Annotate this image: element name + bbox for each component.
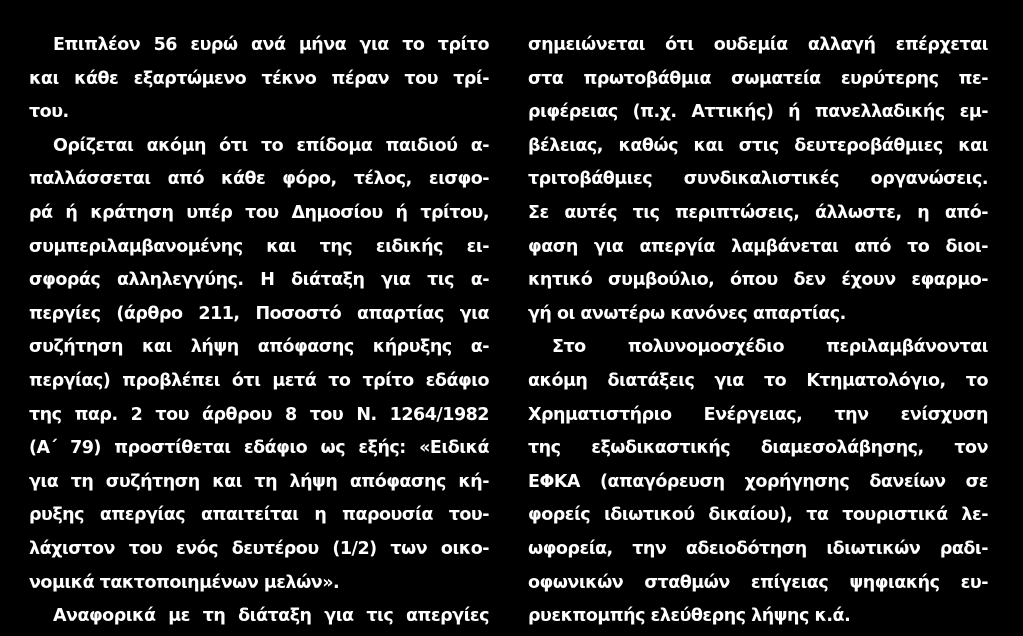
text-line: για τη συζήτηση και τη λήψη απόφασης κή-	[29, 471, 489, 492]
text-line: Στο πολυνομοσχέδιο περιλαμβάνονται	[552, 337, 988, 358]
text-line: στα πρωτοβάθμια σωματεία ευρύτερης πε-	[528, 68, 988, 89]
text-line: συζήτηση και λήψη απόφασης κήρυξης α-	[29, 337, 489, 358]
text-line: παλλάσσεται από κάθε φόρο, τέλος, εισφο-	[29, 169, 489, 190]
text-line: της παρ. 2 του άρθρου 8 του Ν. 1264/1982	[29, 404, 489, 425]
text-line: βέλειας, καθώς και στις δευτεροβάθμιες και	[528, 135, 988, 156]
text-line: οφωνικών σταθμών επίγειας ψηφιακής ευ-	[528, 572, 988, 593]
text-line: τριτοβάθμιες συνδικαλιστικές οργανώσεις.	[528, 169, 988, 190]
text-line: γή οι ανωτέρω κανόνες απαρτίας.	[528, 303, 846, 324]
text-line: Χρηματιστήριο Ενέργειας, την ενίσχυση	[528, 404, 988, 425]
text-line: ωφορεία, την αδειοδότηση ιδιωτικών ραδι-	[528, 538, 988, 559]
text-line: και κάθε εξαρτώμενο τέκνο πέραν του τρί-	[29, 68, 489, 89]
text-line: Αναφορικά με τη διάταξη για τις απεργίες	[53, 606, 489, 627]
text-line: Ορίζεται ακόμη ότι το επίδομα παιδιού α-	[53, 135, 489, 156]
text-line: ριφέρειας (π.χ. Αττικής) ή πανελλαδικής εμ-	[528, 102, 988, 123]
text-line: κητικό συμβούλιο, όπου δεν έχουν εφαρμο-	[528, 270, 988, 291]
text-line: συμπεριλαμβανομένης και της ειδικής ει-	[29, 236, 489, 257]
text-line: (Α΄ 79) προστίθεται εδάφιο ως εξής: «Ειδικά	[29, 438, 489, 459]
text-line: σφοράς αλληλεγγύης. Η διάταξη για τις α-	[29, 270, 489, 291]
text-line: ακόμη διατάξεις για το Κτηματολόγιο, το	[528, 370, 988, 391]
text-line: περγίας) προβλέπει ότι μετά το τρίτο εδάφιο	[29, 370, 489, 391]
text-line: Σε αυτές τις περιπτώσεις, άλλωστε, η από-	[528, 202, 988, 223]
text-line: του.	[29, 102, 69, 123]
text-line: σημειώνεται ότι ουδεμία αλλαγή επέρχεται	[528, 35, 988, 55]
text-line: Επιπλέον 56 ευρώ ανά μήνα για το τρίτο	[53, 35, 489, 55]
left-text-column	[29, 29, 489, 634]
text-line: λάχιστον του ενός δευτέρου (1/2) των οικο-	[29, 538, 489, 559]
text-line: νομικά τακτοποιημένων μελών».	[29, 572, 340, 593]
text-line: ρυεκπομπής ελεύθερης λήψης κ.ά.	[528, 606, 851, 627]
text-line: φαση για απεργία λαμβάνεται από το διοι-	[528, 236, 988, 257]
text-line: ρά ή κράτηση υπέρ του Δημοσίου ή τρίτου,	[29, 202, 489, 223]
right-text-column	[528, 29, 988, 634]
text-line: ρυξης απεργίας απαιτείται η παρουσία του-	[29, 505, 489, 526]
text-line: της εξωδικαστικής διαμεσολάβησης, τον	[528, 438, 988, 459]
text-line: ΕΦΚΑ (απαγόρευση χορήγησης δανείων σε	[528, 471, 988, 492]
text-line: φορείς ιδιωτικού δικαίου), τα τουριστικά λε-	[528, 505, 988, 526]
text-line: περγίες (άρθρο 211, Ποσοστό απαρτίας για	[29, 303, 489, 324]
